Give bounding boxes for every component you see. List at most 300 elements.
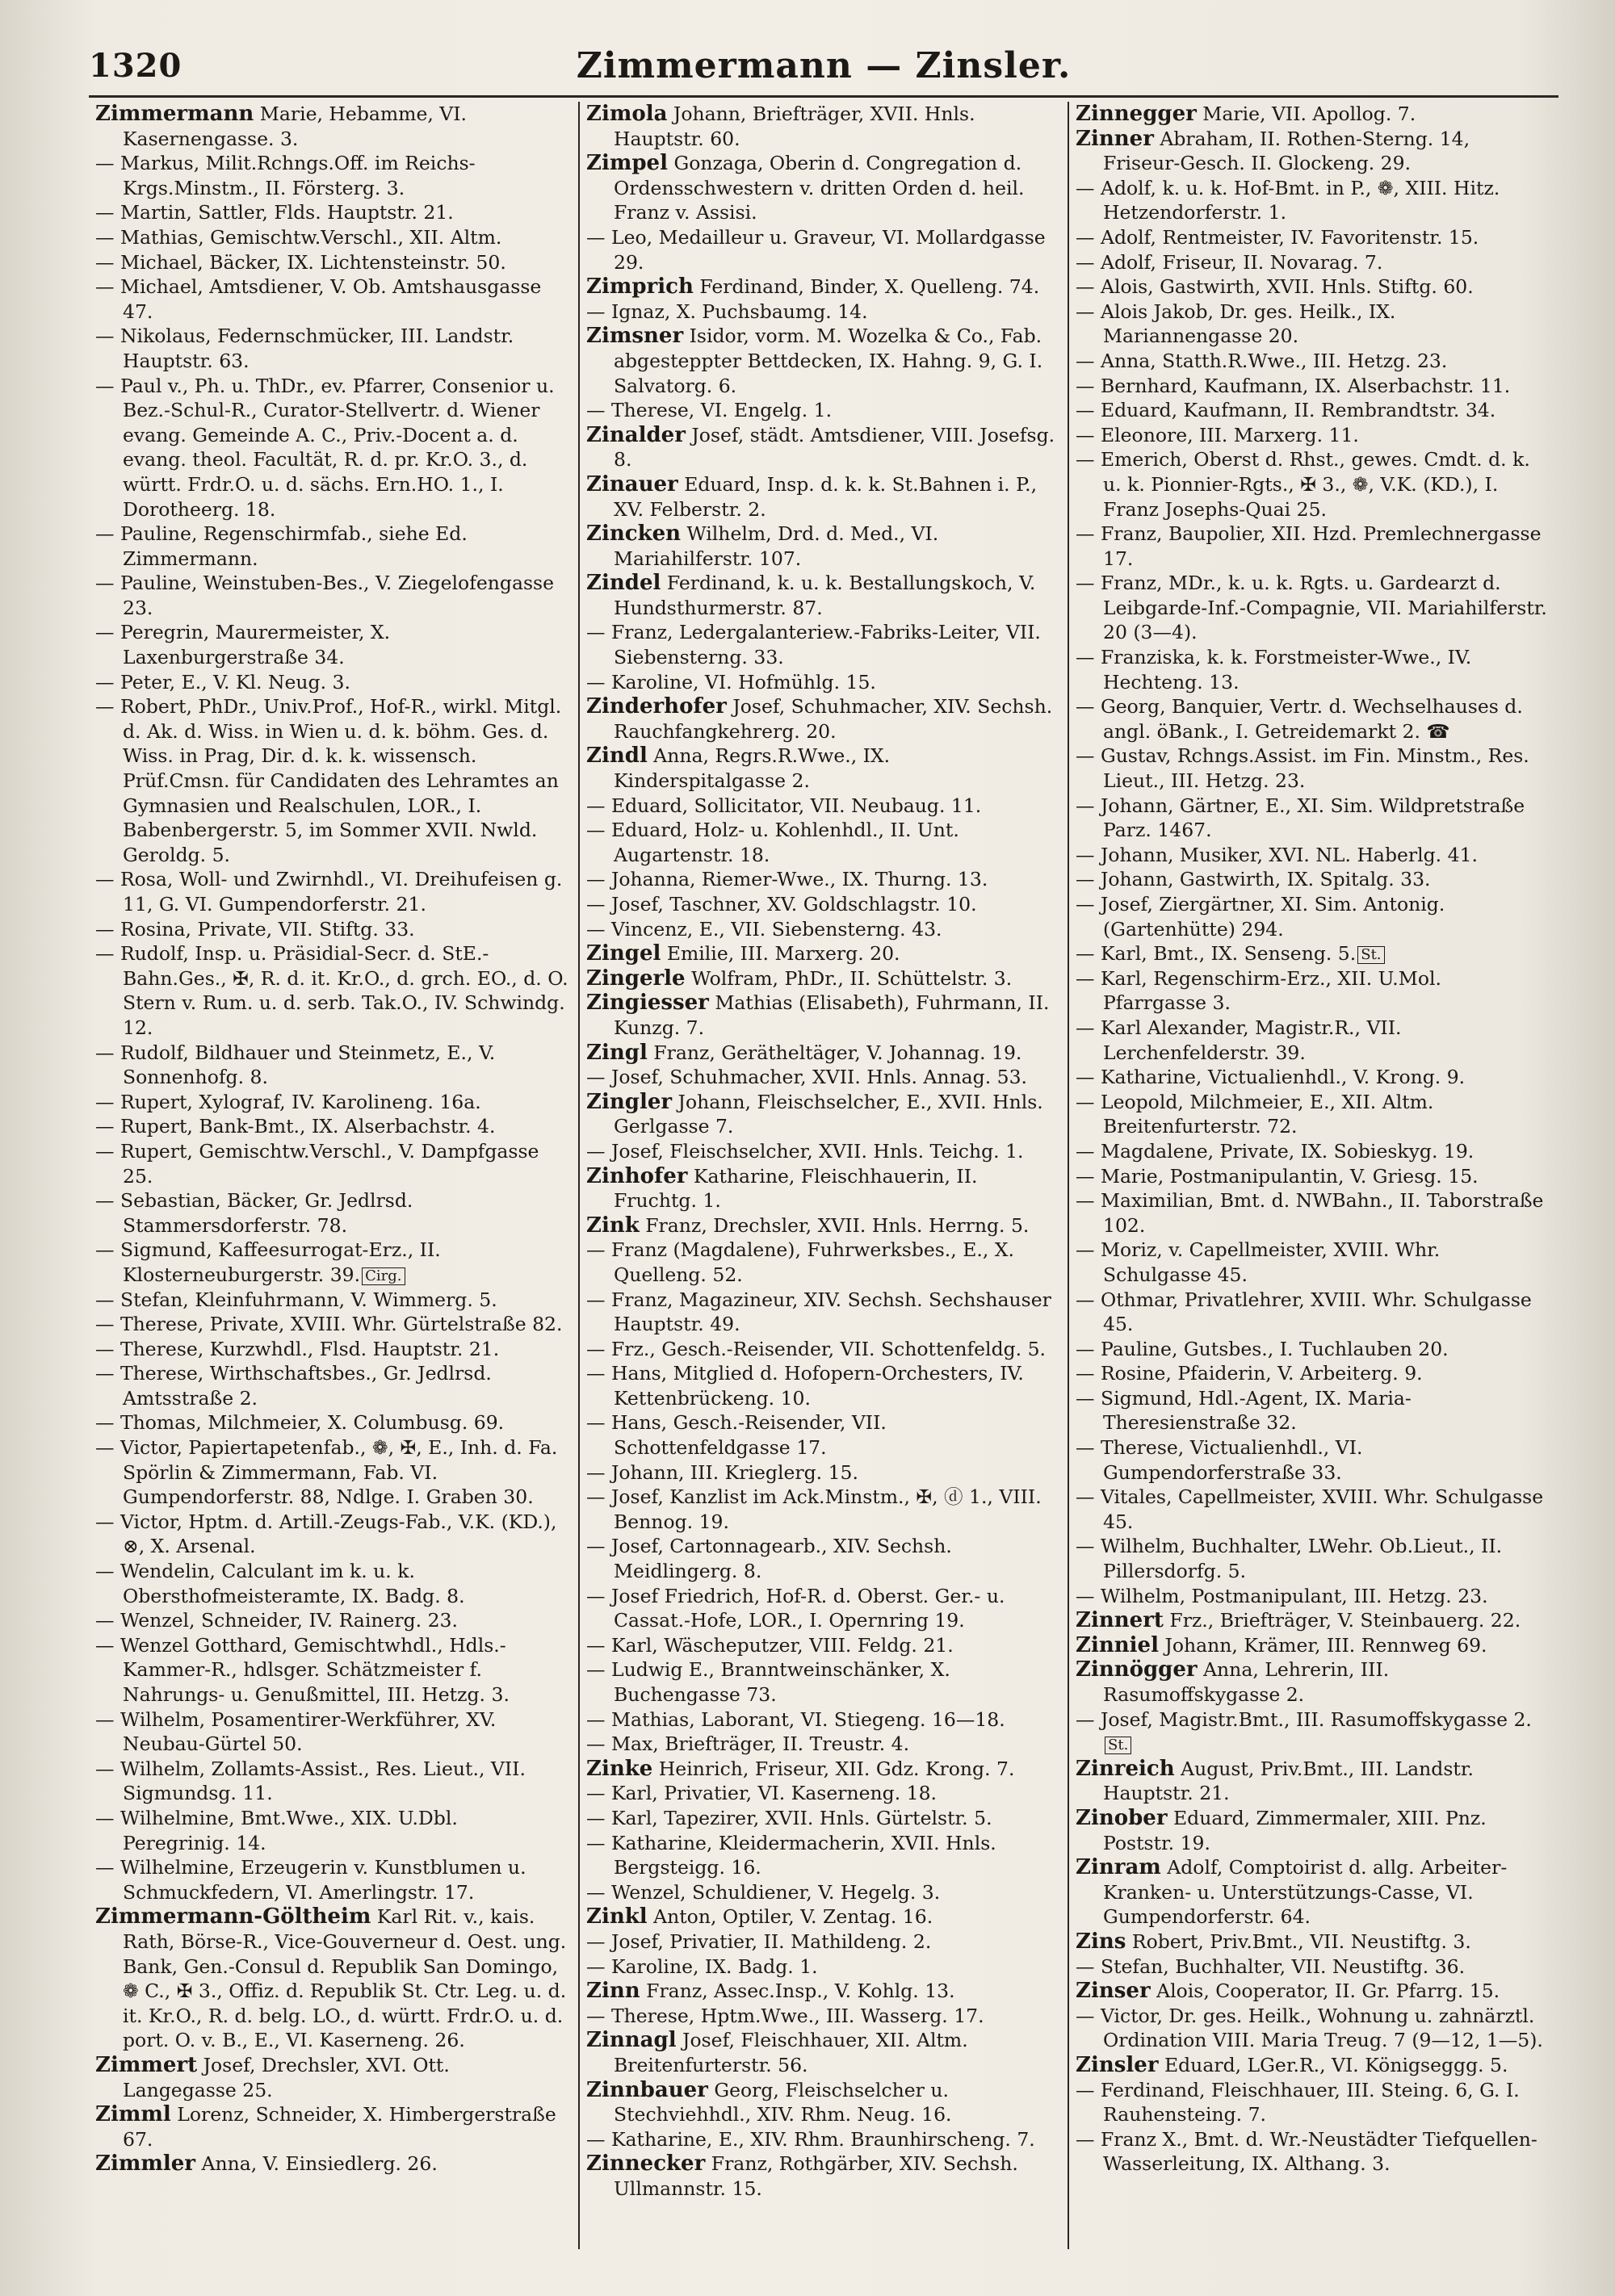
entry bbox=[586, 794, 1058, 819]
entry-text: Lorenz, Schneider, X. Himbergerstraße 67. bbox=[123, 2103, 556, 2151]
entry bbox=[586, 225, 1058, 274]
entry-text: — Rosine, Pfaiderin, V. Arbeiterg. 9. bbox=[1076, 1362, 1423, 1385]
entry bbox=[586, 892, 1058, 917]
entry bbox=[1076, 1065, 1547, 1090]
entry-text: — Rupert, Bank-Bmt., IX. Alserbachstr. 4. bbox=[95, 1115, 496, 1138]
page-number: 1320 bbox=[89, 47, 182, 85]
entry bbox=[586, 2127, 1058, 2152]
entry bbox=[1076, 300, 1547, 349]
entry-text: — Vitales, Capellmeister, XVIII. Whr. Schulgasse 45. bbox=[1076, 1485, 1544, 1533]
entry-text: — Victor, Hptm. d. Artill.-Zeugs-Fab., V.K. (KD.), ⊗, X. Arsenal. bbox=[95, 1510, 557, 1558]
entry-surname: Zinober bbox=[1076, 1805, 1168, 1830]
entry-surname-heading bbox=[1076, 127, 1547, 176]
entry-text: — Rosa, Woll- und Zwirnhdl., VI. Dreihufeisen g. 11, G. VI. Gumpendorferstr. 21. bbox=[95, 868, 563, 915]
entry-text: — Josef, Cartonnagearb., XIV. Sechsh. Meidlingerg. 8. bbox=[586, 1535, 952, 1583]
entry-text: Georg, Fleischselcher u. Stechviehhdl., XIV. Rhm. Neug. 16. bbox=[614, 2078, 952, 2126]
entry bbox=[1076, 1164, 1547, 1189]
entry-surname-heading bbox=[1076, 1608, 1547, 1633]
entry-surname-heading bbox=[1076, 1657, 1547, 1707]
entry bbox=[95, 151, 568, 200]
entry-surname: Zingiesser bbox=[586, 991, 709, 1016]
entry bbox=[1076, 794, 1547, 843]
entry bbox=[95, 1312, 568, 1337]
entry bbox=[586, 1485, 1058, 1534]
entry bbox=[586, 1238, 1058, 1287]
entry-text: — Karl, Bmt., IX. Senseng. 5. bbox=[1076, 942, 1357, 966]
entry-text: — Franz (Magdalene), Fuhrwerksbes., E., X. Quelleng. 52. bbox=[586, 1238, 1014, 1286]
entry-text: — Josef, Schuhmacher, XVII. Hnls. Annag. 53. bbox=[586, 1066, 1028, 1089]
entry-surname: Zimmermann-Göltheim bbox=[95, 1904, 371, 1929]
entry-surname: Zimmler bbox=[95, 2151, 195, 2177]
entry-surname: Zinner bbox=[1076, 126, 1154, 151]
entry bbox=[1076, 966, 1547, 1016]
entry-surname-heading bbox=[586, 522, 1058, 571]
entry-text: Heinrich, Friseur, XII. Gdz. Krong. 7. bbox=[652, 1757, 1015, 1780]
entry-text: — Johann, Musiker, XVI. NL. Haberlg. 41. bbox=[1076, 843, 1478, 866]
entry bbox=[95, 867, 568, 916]
entry-text: Ferdinand, k. u. k. Bestallungskoch, V. Hundsthurmerstr. 87. bbox=[614, 572, 1036, 619]
entry-text: — Therese, Victualienhdl., VI. Gumpendorferstraße 33. bbox=[1076, 1436, 1363, 1484]
entry-text: — Adolf, k. u. k. Hof-Bmt. in P., ❁, XIII. Hitz. Hetzendorferstr. 1. bbox=[1076, 176, 1500, 224]
entry-text: August, Priv.Bmt., III. Landstr. Hauptstr. 21. bbox=[1103, 1757, 1474, 1805]
entry-text: — Karl, Regenschirm-Erz., XII. U.Mol. Pfarrgasse 3. bbox=[1076, 966, 1441, 1015]
entry-surname-heading bbox=[586, 1979, 1058, 2004]
entry bbox=[586, 1657, 1058, 1707]
entry-surname-heading bbox=[586, 744, 1058, 793]
column-3 bbox=[1068, 102, 1557, 2249]
entry-text: — Franz, Magazineur, XIV. Sechsh. Sechshauser Hauptstr. 49. bbox=[586, 1288, 1051, 1336]
entry-text: Franz, Assec.Insp., V. Kohlg. 13. bbox=[640, 1980, 955, 2003]
entry-text: — Franz, Baupolier, XII. Hzd. Premlechnergasse 17. bbox=[1076, 522, 1542, 570]
entry-text: — Hans, Mitglied d. Hofopern-Orchesters, IV. Kettenbrückeng. 10. bbox=[586, 1362, 1024, 1410]
entry-surname-heading bbox=[586, 102, 1058, 151]
entry-text: Katharine, Fleischhauerin, II. Fruchtg. 1. bbox=[614, 1164, 978, 1213]
entry bbox=[95, 1139, 568, 1188]
entry-text: — Max, Briefträger, II. Treustr. 4. bbox=[586, 1732, 910, 1756]
entry bbox=[1076, 1955, 1547, 1980]
entry-surname-heading bbox=[586, 1164, 1058, 1213]
entry bbox=[586, 1732, 1058, 1757]
entry-surname-heading bbox=[586, 1757, 1058, 1782]
entry-surname: Zindl bbox=[586, 744, 648, 769]
entry-text: Robert, Priv.Bmt., VII. Neustiftg. 3. bbox=[1126, 1929, 1471, 1953]
entry-surname-heading bbox=[586, 1090, 1058, 1139]
entry-text: — Therese, Kurzwhdl., Flsd. Hauptstr. 21. bbox=[95, 1337, 500, 1360]
entry-surname-heading bbox=[586, 423, 1058, 472]
entry bbox=[95, 1633, 568, 1707]
boxed-abbreviation-badge: St. bbox=[1105, 1737, 1131, 1754]
entry-text: — Georg, Banquier, Vertr. d. Wechselhauses d. angl. öBank., I. Getreidemarkt 2. ☎ bbox=[1076, 695, 1523, 743]
entry-text: — Karoline, IX. Badg. 1. bbox=[586, 1955, 818, 1978]
entry-surname: Zinke bbox=[586, 1756, 653, 1781]
entry bbox=[1076, 744, 1547, 793]
entry bbox=[95, 1608, 568, 1633]
entry-text: — Michael, Amtsdiener, V. Ob. Amtshausgasse 47. bbox=[95, 275, 542, 323]
entry-text: — Josef, Fleischselcher, XVII. Hnls. Teichg. 1. bbox=[586, 1139, 1024, 1163]
entry-surname-heading bbox=[1076, 1929, 1547, 1955]
entry-text: — Markus, Milit.Rchngs.Off. im Reichs-Krgs.Minstm., II. Försterg. 3. bbox=[95, 152, 476, 199]
entry-surname-heading bbox=[586, 2151, 1058, 2201]
entry-text: — Wilhelm, Zollamts-Assist., Res. Lieut., VII. Sigmundsg. 11. bbox=[95, 1757, 526, 1805]
entry-text: — Wenzel Gotthard, Gemischtwhdl., Hdls.-Kammer-R., hdlsger. Schätzmeister f. Nahrungs- u. Genußmittel, III. Hetzg. 3. bbox=[95, 1633, 510, 1706]
entry-surname: Zimprich bbox=[586, 274, 694, 300]
entry-text: — Therese, VI. Engelg. 1. bbox=[586, 399, 833, 422]
entry bbox=[95, 522, 568, 571]
entry-surname: Zinnert bbox=[1076, 1608, 1164, 1633]
entry-surname: Zinnegger bbox=[1076, 102, 1197, 126]
entry-surname: Zinsler bbox=[1076, 2052, 1159, 2077]
entry bbox=[1076, 398, 1547, 423]
entry-text: — Mathias, Gemischtw.Verschl., XII. Altm. bbox=[95, 225, 502, 249]
entry-surname: Zimsner bbox=[586, 324, 684, 349]
entry-text: Eduard, LGer.R., VI. Königseggg. 5. bbox=[1158, 2053, 1508, 2076]
entry-surname-heading bbox=[586, 1213, 1058, 1238]
entry-text: — Peregrin, Maurermeister, X. Laxenburgerstraße 34. bbox=[95, 621, 391, 669]
entry-text: — Leo, Medailleur u. Graveur, VI. Mollardgasse 29. bbox=[586, 225, 1046, 274]
entry-surname-heading bbox=[586, 324, 1058, 398]
entry-text: — Stefan, Kleinfuhrmann, V. Wimmerg. 5. bbox=[95, 1288, 497, 1311]
entry-surname-heading bbox=[586, 1041, 1058, 1066]
entry-text: Ferdinand, Binder, X. Quelleng. 74. bbox=[693, 275, 1040, 299]
entry bbox=[586, 1806, 1058, 1831]
entry-surname-heading bbox=[586, 2078, 1058, 2127]
entry bbox=[95, 1757, 568, 1806]
entry-surname-heading bbox=[586, 472, 1058, 522]
entry bbox=[1076, 571, 1547, 645]
entry-text: — Maximilian, Bmt. d. NWBahn., II. Taborstraße 102. bbox=[1076, 1189, 1544, 1237]
entry-text: — Therese, Wirthschaftsbes., Gr. Jedlrsd. Amtsstraße 2. bbox=[95, 1362, 492, 1410]
entry-text: — Victor, Dr. ges. Heilk., Wohnung u. zahnärztl. Ordination VIII. Maria Treug. 7 (9—12, 1—5). bbox=[1076, 2004, 1543, 2052]
entry bbox=[1076, 1361, 1547, 1386]
entry-text: — Pauline, Gutsbes., I. Tuchlauben 20. bbox=[1076, 1337, 1449, 1360]
entry bbox=[1076, 447, 1547, 522]
entry-surname: Zinnecker bbox=[586, 2151, 706, 2177]
entry-text: — Martin, Sattler, Flds. Hauptstr. 21. bbox=[95, 201, 454, 224]
entry-text: — Wendelin, Calculant im k. u. k. Obersthofmeisteramte, IX. Badg. 8. bbox=[95, 1560, 465, 1607]
entry-text: — Karl, Tapezirer, XVII. Hnls. Gürtelstr. 5. bbox=[586, 1806, 992, 1829]
entry bbox=[95, 1114, 568, 1139]
entry-text: — Franz, MDr., k. u. k. Rgts. u. Gardearzt d. Leibgarde-Inf.-Compagnie, VII. Mariahilferstr. 20 (3—4). bbox=[1076, 572, 1547, 644]
entry-text: — Pauline, Regenschirmfab., siehe Ed. Zimmermann. bbox=[95, 522, 468, 570]
entry-text: — Peter, E., V. Kl. Neug. 3. bbox=[95, 670, 350, 693]
entry-text: — Karl, Privatier, VI. Kaserneng. 18. bbox=[586, 1782, 938, 1805]
entry bbox=[586, 1337, 1058, 1362]
entry bbox=[95, 1361, 568, 1410]
entry bbox=[1076, 522, 1547, 571]
entry-surname-heading bbox=[586, 1904, 1058, 1929]
entry bbox=[1076, 1534, 1547, 1583]
entry bbox=[586, 620, 1058, 669]
entry-text: — Victor, Papiertapetenfab., ❁, ✠, E., Inh. d. Fa. Spörlin & Zimmermann, Fab. VI. Gumpendorferstr. 88, Ndlge. I. Graben 30. bbox=[95, 1436, 558, 1509]
entry bbox=[1076, 374, 1547, 399]
entry-text: Josef, Schuhmacher, XIV. Sechsh. Rauchfangkehrerg. 20. bbox=[614, 695, 1053, 743]
entry bbox=[95, 1559, 568, 1608]
entry-text: — Adolf, Rentmeister, IV. Favoritenstr. 15. bbox=[1076, 225, 1479, 249]
entry-text: — Eleonore, III. Marxerg. 11. bbox=[1076, 423, 1359, 446]
entry-surname-heading bbox=[586, 151, 1058, 225]
entry-text: — Karl Alexander, Magistr.R., VII. Lerchenfelderstr. 39. bbox=[1076, 1016, 1402, 1064]
entry-text: — Wenzel, Schuldiener, V. Hegelg. 3. bbox=[586, 1880, 941, 1904]
entry bbox=[1076, 1090, 1547, 1139]
entry-surname-heading bbox=[1076, 2053, 1547, 2078]
entry-text: — Bernhard, Kaufmann, IX. Alserbachstr. 11. bbox=[1076, 374, 1511, 397]
entry-text: Mathias (Elisabeth), Fuhrmann, II. Kunzg. 7. bbox=[614, 991, 1050, 1039]
entry-surname-heading bbox=[1076, 1855, 1547, 1929]
entry-text: — Sigmund, Hdl.-Agent, IX. Maria-Theresienstraße 32. bbox=[1076, 1386, 1412, 1435]
entry-text: Adolf, Comptoirist d. allg. Arbeiter-Kranken- u. Unterstützungs-Casse, VI. Gumpendorferstr. 64. bbox=[1103, 1856, 1508, 1929]
entry-text: — Alois, Gastwirth, XVII. Hnls. Stiftg. 60. bbox=[1076, 275, 1474, 299]
entry-surname-heading bbox=[1076, 1633, 1547, 1658]
entry-surname: Zimmermann bbox=[95, 102, 254, 126]
entry bbox=[1076, 1238, 1547, 1287]
entry bbox=[95, 1410, 568, 1435]
entry-text: — Therese, Hptm.Wwe., III. Wasserg. 17. bbox=[586, 2004, 984, 2027]
entry-surname-heading bbox=[95, 2053, 568, 2102]
entry bbox=[1076, 1188, 1547, 1238]
entry-text: — Johann, Gärtner, E., XI. Sim. Wildpretstraße Parz. 1467. bbox=[1076, 794, 1525, 842]
entry bbox=[95, 571, 568, 620]
entry bbox=[95, 1188, 568, 1238]
entry bbox=[1076, 694, 1547, 744]
entry bbox=[586, 1707, 1058, 1732]
entry-text: Anna, V. Einsiedlerg. 26. bbox=[195, 2152, 438, 2176]
entry-text: Anton, Optiler, V. Zentag. 16. bbox=[647, 1905, 933, 1929]
entry-surname: Zingel bbox=[586, 941, 661, 966]
entry bbox=[1076, 867, 1547, 892]
entry-text: — Eduard, Sollicitator, VII. Neubaug. 11. bbox=[586, 794, 982, 817]
entry-surname: Zimmert bbox=[95, 2052, 198, 2077]
entry-surname-heading bbox=[1076, 102, 1547, 127]
entry-text: — Nikolaus, Federnschmücker, III. Landstr. Hauptstr. 63. bbox=[95, 325, 514, 372]
entry-text: — Othmar, Privatlehrer, XVIII. Whr. Schulgasse 45. bbox=[1076, 1288, 1532, 1336]
entry-surname: Zinkl bbox=[586, 1904, 648, 1929]
entry bbox=[1076, 274, 1547, 300]
entry-text: — Wilhelm, Postmanipulant, III. Hetzg. 23. bbox=[1076, 1584, 1488, 1607]
entry-text: — Magdalene, Private, IX. Sobieskyg. 19. bbox=[1076, 1139, 1474, 1163]
entry-text: — Rosina, Private, VII. Stiftg. 33. bbox=[95, 917, 415, 941]
entry bbox=[1076, 250, 1547, 275]
entry-surname-heading bbox=[586, 2028, 1058, 2077]
entry bbox=[1076, 892, 1547, 941]
entry-text: Eduard, Insp. d. k. k. St.Bahnen i. P., XV. Felberstr. 2. bbox=[614, 472, 1038, 521]
entry-surname-heading bbox=[1076, 1757, 1547, 1806]
entry-text: Isidor, vorm. M. Wozelka & Co., Fab. abgesteppter Bettdecken, IX. Hahng. 9, G. I. Salvatorg. 6. bbox=[614, 325, 1043, 397]
entry-text: Franz, Drechsler, XVII. Hnls. Herrng. 5. bbox=[639, 1213, 1030, 1237]
entry-text: Johann, Briefträger, XVII. Hnls. Hauptstr. 60. bbox=[614, 103, 975, 150]
entry-text: — Robert, PhDr., Univ.Prof., Hof-R., wirkl. Mitgl. d. Ak. d. Wiss. in Wien u. d. k. böhm. Ges. d. Wiss. in Prag, Dir. d. k. k. wissensch. Prüf.Cmsn. für Candidaten des Lehramtes an Gymnasien und Realschulen, LOR., I. Babenbergerstr. 5, im Sommer XVII. Nwld. Geroldg. 5. bbox=[95, 695, 562, 866]
entry-text: — Alois Jakob, Dr. ges. Heilk., IX. Mariannengasse 20. bbox=[1076, 300, 1396, 348]
column-1 bbox=[89, 102, 578, 2249]
entry bbox=[95, 694, 568, 867]
entry bbox=[1076, 176, 1547, 225]
entry-text: — Josef, Privatier, II. Mathildeng. 2. bbox=[586, 1929, 932, 1953]
entry bbox=[586, 1361, 1058, 1410]
entry bbox=[1076, 2127, 1547, 2177]
entry-text: — Moriz, v. Capellmeister, XVIII. Whr. Schulgasse 45. bbox=[1076, 1238, 1441, 1286]
entry-text: — Karl, Wäscheputzer, VIII. Feldg. 21. bbox=[586, 1633, 954, 1657]
entry-text: — Leopold, Milchmeier, E., XII. Altm. Breitenfurterstr. 72. bbox=[1076, 1090, 1434, 1138]
entry-surname: Zinnbauer bbox=[586, 2077, 708, 2102]
boxed-abbreviation-badge: St. bbox=[1357, 946, 1384, 964]
entry-text: — Rupert, Gemischtw.Verschl., V. Dampfgasse 25. bbox=[95, 1139, 539, 1188]
page-header bbox=[89, 42, 1558, 98]
entry-surname: Zinniel bbox=[1076, 1632, 1159, 1657]
entry-text: — Emerich, Oberst d. Rhst., gewes. Cmdt. d. k. u. k. Pionnier-Rgts., ✠ 3., ❁, V.K. (KD.), I. Franz Josephs-Quai 25. bbox=[1076, 448, 1530, 521]
entry-text: Marie, VII. Apollog. 7. bbox=[1196, 103, 1416, 125]
entry bbox=[95, 250, 568, 275]
entry bbox=[1076, 349, 1547, 374]
entry-text: — Wilhelmine, Bmt.Wwe., XIX. U.Dbl. Peregrinig. 14. bbox=[95, 1806, 458, 1854]
entry bbox=[95, 620, 568, 669]
entry-surname: Zink bbox=[586, 1213, 640, 1238]
entry bbox=[95, 1435, 568, 1510]
entry-surname: Zimola bbox=[586, 102, 668, 126]
entry bbox=[1076, 1016, 1547, 1065]
entry-text: Anna, Lehrerin, III. Rasumoffskygasse 2. bbox=[1103, 1658, 1390, 1706]
entry-surname-heading bbox=[586, 991, 1058, 1040]
entry-text: — Thomas, Milchmeier, X. Columbusg. 69. bbox=[95, 1411, 505, 1435]
entry bbox=[586, 917, 1058, 942]
entry-surname: Zins bbox=[1076, 1929, 1126, 1954]
entry-text: Emilie, III. Marxerg. 20. bbox=[661, 942, 900, 966]
entry bbox=[95, 1238, 568, 1287]
entry-text: — Rudolf, Bildhauer und Steinmetz, E., V. Sonnenhofg. 8. bbox=[95, 1041, 496, 1089]
entry-text: Abraham, II. Rothen-Sterng. 14, Friseur-Gesch. II. Glockeng. 29. bbox=[1103, 127, 1470, 175]
entry bbox=[95, 200, 568, 225]
entry bbox=[586, 818, 1058, 867]
entry-surname: Zingler bbox=[586, 1089, 673, 1114]
entry-surname-heading bbox=[1076, 1806, 1547, 1855]
entry-text: Franz, Gerätheltäger, V. Johannag. 19. bbox=[647, 1041, 1022, 1064]
entry-text: — Sebastian, Bäcker, Gr. Jedlrsd. Stammersdorferstr. 78. bbox=[95, 1189, 413, 1237]
entry-text: — Josef, Kanzlist im Ack.Minstm., ✠, ⓓ 1., VIII. Bennog. 19. bbox=[586, 1485, 1042, 1533]
entry-text: Johann, Krämer, III. Rennweg 69. bbox=[1158, 1633, 1487, 1657]
entry bbox=[95, 274, 568, 324]
entry bbox=[586, 1410, 1058, 1460]
entry-surname: Zinnagl bbox=[586, 2028, 677, 2053]
entry bbox=[1076, 843, 1547, 868]
entry-text: — Pauline, Weinstuben-Bes., V. Ziegelofengasse 23. bbox=[95, 572, 554, 619]
entry-text: — Gustav, Rchngs.Assist. im Fin. Minstm., Res. Lieut., III. Hetzg. 23. bbox=[1076, 744, 1529, 793]
entry-surname: Zinreich bbox=[1076, 1756, 1175, 1781]
header-rule bbox=[89, 95, 1558, 98]
entry-text: — Rupert, Xylograf, IV. Karolineng. 16a. bbox=[95, 1090, 481, 1113]
entry bbox=[1076, 2078, 1547, 2127]
entry-surname: Zimml bbox=[95, 2102, 171, 2127]
entry bbox=[95, 1806, 568, 1855]
entry-surname: Zinnögger bbox=[1076, 1657, 1198, 1682]
entry-text: — Josef, Magistr.Bmt., III. Rasumoffskygasse 2. bbox=[1076, 1707, 1532, 1731]
entry-text: — Katharine, E., XIV. Rhm. Braunhirscheng. 7. bbox=[586, 2127, 1035, 2151]
entry bbox=[586, 1880, 1058, 1905]
entry bbox=[95, 1288, 568, 1313]
entry-text: — Rudolf, Insp. u. Präsidial-Secr. d. StE.-Bahn.Ges., ✠, R. d. it. Kr.O., d. grch. EO., d. O. Stern v. Rum. u. d. serb. Tak.O., IV. Schwindg. 12. bbox=[95, 942, 568, 1039]
entry-surname: Zingerle bbox=[586, 966, 686, 991]
entry bbox=[95, 1855, 568, 1904]
entry-text: Josef, Drechsler, XVI. Ott. Langegasse 25. bbox=[123, 2053, 450, 2101]
entry bbox=[95, 1510, 568, 1559]
entry-text: Anna, Regrs.R.Wwe., IX. Kinderspitalgasse 2. bbox=[614, 744, 891, 793]
entry bbox=[1076, 1139, 1547, 1164]
entry bbox=[586, 1955, 1058, 1980]
directory-columns bbox=[89, 102, 1558, 2249]
entry bbox=[1076, 1386, 1547, 1435]
entry bbox=[586, 867, 1058, 892]
entry-text: — Wilhelm, Buchhalter, LWehr. Ob.Lieut., II. Pillersdorfg. 5. bbox=[1076, 1535, 1503, 1583]
entry-surname-heading bbox=[586, 966, 1058, 991]
entry-text: — Karoline, VI. Hofmühlg. 15. bbox=[586, 670, 876, 693]
entry-text: — Mathias, Laborant, VI. Stiegeng. 16—18. bbox=[586, 1707, 1005, 1731]
entry bbox=[586, 1831, 1058, 1880]
entry bbox=[586, 398, 1058, 423]
entry bbox=[586, 1584, 1058, 1633]
entry bbox=[95, 1041, 568, 1090]
entry bbox=[95, 1337, 568, 1362]
entry-text: Marie, Hebamme, VI. Kasernengasse. 3. bbox=[123, 103, 468, 150]
entry-text: Wilhelm, Drd. d. Med., VI. Mariahilferstr. 107. bbox=[614, 522, 939, 570]
entry bbox=[586, 1534, 1058, 1583]
entry-surname: Zincken bbox=[586, 522, 682, 547]
entry-text: Johann, Fleischselcher, E., XVII. Hnls. Gerlgasse 7. bbox=[614, 1090, 1043, 1138]
entry-text: — Johanna, Riemer-Wwe., IX. Thurng. 13. bbox=[586, 868, 988, 891]
entry-surname-heading bbox=[95, 102, 568, 151]
entry-text: — Marie, Postmanipulantin, V. Griesg. 15. bbox=[1076, 1164, 1479, 1188]
entry-surname-heading bbox=[1076, 1979, 1547, 2004]
entry bbox=[586, 1781, 1058, 1806]
entry bbox=[95, 324, 568, 373]
running-head: Zimmermann — Zinsler. bbox=[576, 45, 1072, 86]
entry-text: — Josef, Ziergärtner, XI. Sim. Antonig. (Gartenhütte) 294. bbox=[1076, 893, 1445, 941]
entry-text: Eduard, Zimmermaler, XIII. Pnz. Poststr. 19. bbox=[1103, 1806, 1487, 1854]
entry-surname-heading bbox=[586, 694, 1058, 744]
entry-surname: Zinser bbox=[1076, 1979, 1151, 2004]
entry-text: — Sigmund, Kaffeesurrogat-Erz., II. Klosterneuburgerstr. 39. bbox=[95, 1238, 441, 1286]
entry bbox=[1076, 1485, 1547, 1534]
entry bbox=[1076, 941, 1547, 966]
entry-text: — Anna, Statth.R.Wwe., III. Hetzg. 23. bbox=[1076, 349, 1448, 372]
entry bbox=[1076, 1288, 1547, 1337]
entry-surname: Zingl bbox=[586, 1040, 648, 1065]
entry-text: Wolfram, PhDr., II. Schüttelstr. 3. bbox=[685, 966, 1013, 990]
entry-text: — Hans, Gesch.-Reisender, VII. Schottenfeldgasse 17. bbox=[586, 1411, 887, 1460]
entry-surname-heading bbox=[95, 2102, 568, 2151]
entry-text: — Katharine, Victualienhdl., V. Krong. 9. bbox=[1076, 1066, 1466, 1089]
entry-text: — Josef Friedrich, Hof-R. d. Oberst. Ger.- u. Cassat.-Hofe, LOR., I. Opernring 19. bbox=[586, 1584, 1005, 1632]
entry-surname: Zinram bbox=[1076, 1855, 1161, 1880]
entry-surname: Zimpel bbox=[586, 151, 668, 176]
entry-text: — Eduard, Kaufmann, II. Rembrandtstr. 34. bbox=[1076, 399, 1496, 422]
entry-text: — Katharine, Kleidermacherin, XVII. Hnls. Bergsteigg. 16. bbox=[586, 1831, 996, 1879]
entry-text: — Stefan, Buchhalter, VII. Neustiftg. 36. bbox=[1076, 1955, 1466, 1978]
entry-text: Franz, Rothgärber, XIV. Sechsh. Ullmannstr. 15. bbox=[614, 2152, 1018, 2200]
entry bbox=[586, 670, 1058, 695]
entry-text: — Johann, III. Krieglerg. 15. bbox=[586, 1460, 858, 1484]
entry-surname-heading bbox=[586, 274, 1058, 300]
entry-surname: Zinderhofer bbox=[586, 694, 727, 719]
entry-surname: Zindel bbox=[586, 571, 661, 596]
column-2 bbox=[578, 102, 1068, 2249]
entry bbox=[586, 1633, 1058, 1658]
entry bbox=[586, 1460, 1058, 1485]
entry-text: — Ferdinand, Fleischhauer, III. Steing. 6, G. I. Rauhensteing. 7. bbox=[1076, 2078, 1520, 2126]
entry bbox=[95, 941, 568, 1040]
entry-text: — Franz X., Bmt. d. Wr.-Neustädter Tiefquellen-Wasserleitung, IX. Althang. 3. bbox=[1076, 2127, 1537, 2176]
entry-text: — Vincenz, E., VII. Siebensterng. 43. bbox=[586, 917, 942, 941]
entry bbox=[1076, 1584, 1547, 1609]
entry-text: — Wenzel, Schneider, IV. Rainerg. 23. bbox=[95, 1609, 458, 1632]
entry bbox=[586, 1929, 1058, 1955]
entry bbox=[586, 300, 1058, 325]
